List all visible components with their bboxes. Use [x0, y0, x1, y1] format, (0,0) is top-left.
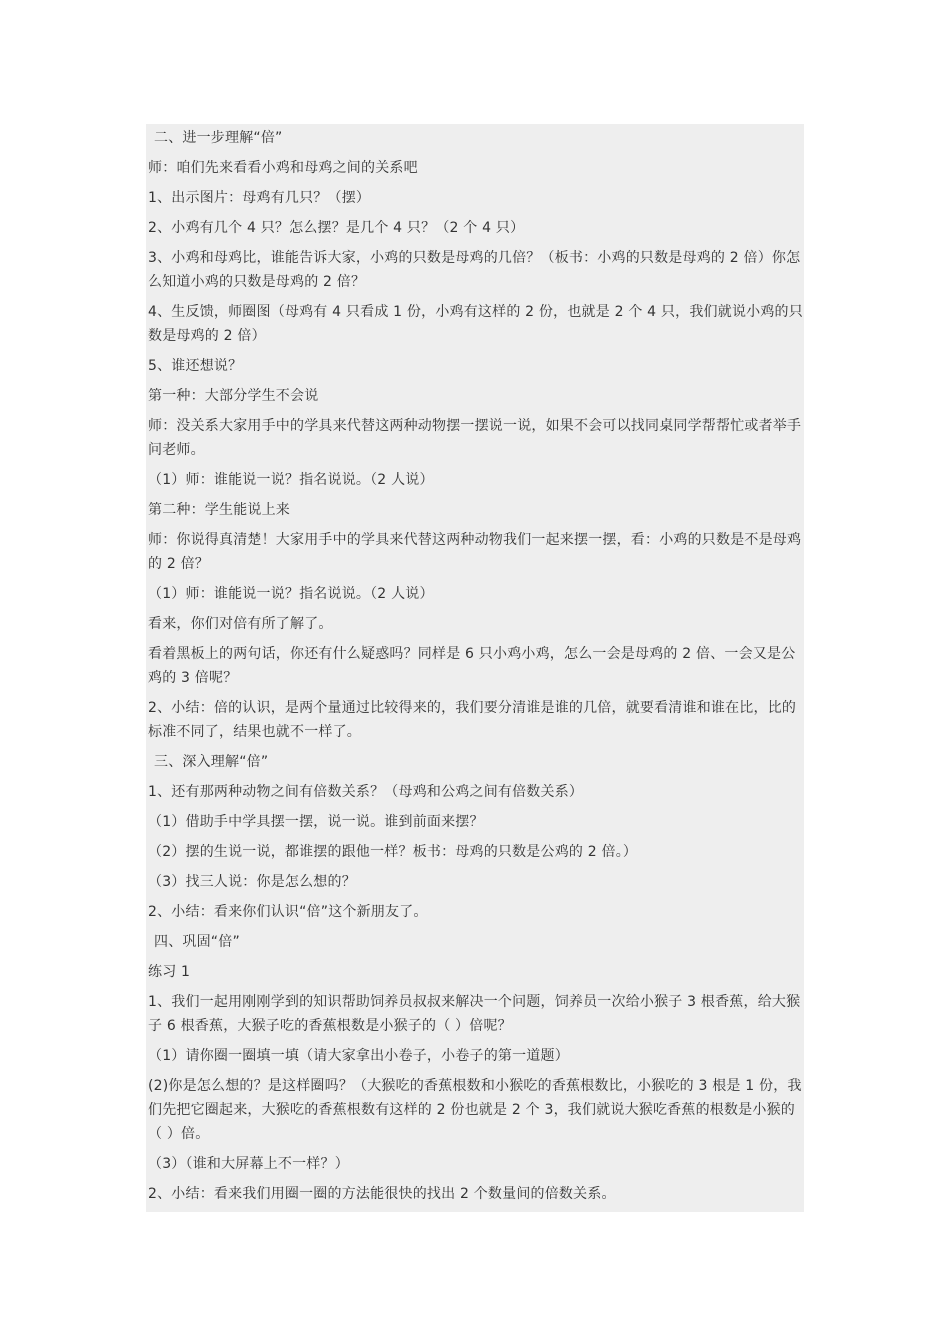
paragraph: （3）找三人说：你是怎么想的？: [148, 874, 356, 890]
paragraph: （1）请你圈一圈填一填（请大家拿出小卷子，小卷子的第一道题）: [148, 1048, 569, 1064]
paragraph: 2、小结：倍的认识，是两个量通过比较得来的，我们要分清谁是谁的几倍，就要看清谁和谁在比，比的标准不同了，结果也就不一样了。: [148, 700, 797, 740]
section-heading: 二、进一步理解“倍”: [154, 130, 283, 146]
paragraph: 1、出示图片：母鸡有几只？（摆）: [148, 190, 371, 206]
paragraph: 师：没关系大家用手中的学具来代替这两种动物摆一摆说一说，如果不会可以找同桌同学帮帮忙或者举手问老师。: [148, 418, 802, 458]
paragraph: 2、小结：看来我们用圈一圈的方法能很快的找出 2 个数量间的倍数关系。: [148, 1186, 616, 1202]
paragraph: （1）师：谁能说一说？指名说说。（2 人说）: [148, 472, 434, 488]
paragraph: 看着黑板上的两句话，你还有什么疑惑吗？同样是 6 只小鸡小鸡，怎么一会是母鸡的 2 倍、一会又是公鸡的 3 倍呢？: [148, 646, 796, 686]
paragraph: 第一种：大部分学生不会说: [148, 388, 319, 404]
paragraph: (2)你是怎么想的？是这样圈吗？（大猴吃的香蕉根数和小猴吃的香蕉根数比，小猴吃的 3 根是 1 份，我们先把它圈起来，大猴吃的香蕉根数有这样的 2 份也就是 2 个 3，我们就说大猴吃香蕉的根数是小猴的（ ）倍。: [148, 1078, 802, 1142]
paragraph: 1、还有那两种动物之间有倍数关系？（母鸡和公鸡之间有倍数关系）: [148, 784, 584, 800]
paragraph: （1）借助手中学具摆一摆，说一说。谁到前面来摆？: [148, 814, 484, 830]
lesson-text-block: [146, 124, 804, 1212]
paragraph: （3）（谁和大屏幕上不一样？）: [148, 1156, 349, 1172]
paragraph: 师：你说得真清楚！大家用手中的学具来代替这两种动物我们一起来摆一摆，看：小鸡的只数是不是母鸡的 2 倍？: [148, 532, 802, 572]
section-heading: 四、巩固“倍”: [154, 934, 240, 950]
paragraph: 2、小鸡有几个 4 只？怎么摆？是几个 4 只？（2 个 4 只）: [148, 220, 525, 236]
paragraph: 4、生反馈，师圈图（母鸡有 4 只看成 1 份，小鸡有这样的 2 份，也就是 2 个 4 只，我们就说小鸡的只数是母鸡的 2 倍）: [148, 304, 803, 344]
paragraph: 1、我们一起用刚刚学到的知识帮助饲养员叔叔来解决一个问题，饲养员一次给小猴子 3 根香蕉，给大猴子 6 根香蕉，大猴子吃的香蕉根数是小猴子的（ ）倍呢？: [148, 994, 801, 1034]
paragraph: （1）师：谁能说一说？指名说说。（2 人说）: [148, 586, 434, 602]
paragraph: （2）摆的生说一说，都谁摆的跟他一样？板书：母鸡的只数是公鸡的 2 倍。）: [148, 844, 638, 860]
paragraph: 练习 1: [148, 964, 191, 980]
paragraph: 看来，你们对倍有所了解了。: [148, 616, 333, 632]
paragraph: 2、小结：看来你们认识“倍”这个新朋友了。: [148, 904, 428, 920]
paragraph: 5、谁还想说？: [148, 358, 243, 374]
paragraph: 师：咱们先来看看小鸡和母鸡之间的关系吧: [148, 160, 418, 176]
section-heading: 三、深入理解“倍”: [154, 754, 269, 770]
paragraph: 第二种：学生能说上来: [148, 502, 290, 518]
paragraph: 3、小鸡和母鸡比，谁能告诉大家，小鸡的只数是母鸡的几倍？（板书：小鸡的只数是母鸡的 2 倍）你怎么知道小鸡的只数是母鸡的 2 倍？: [148, 250, 801, 290]
